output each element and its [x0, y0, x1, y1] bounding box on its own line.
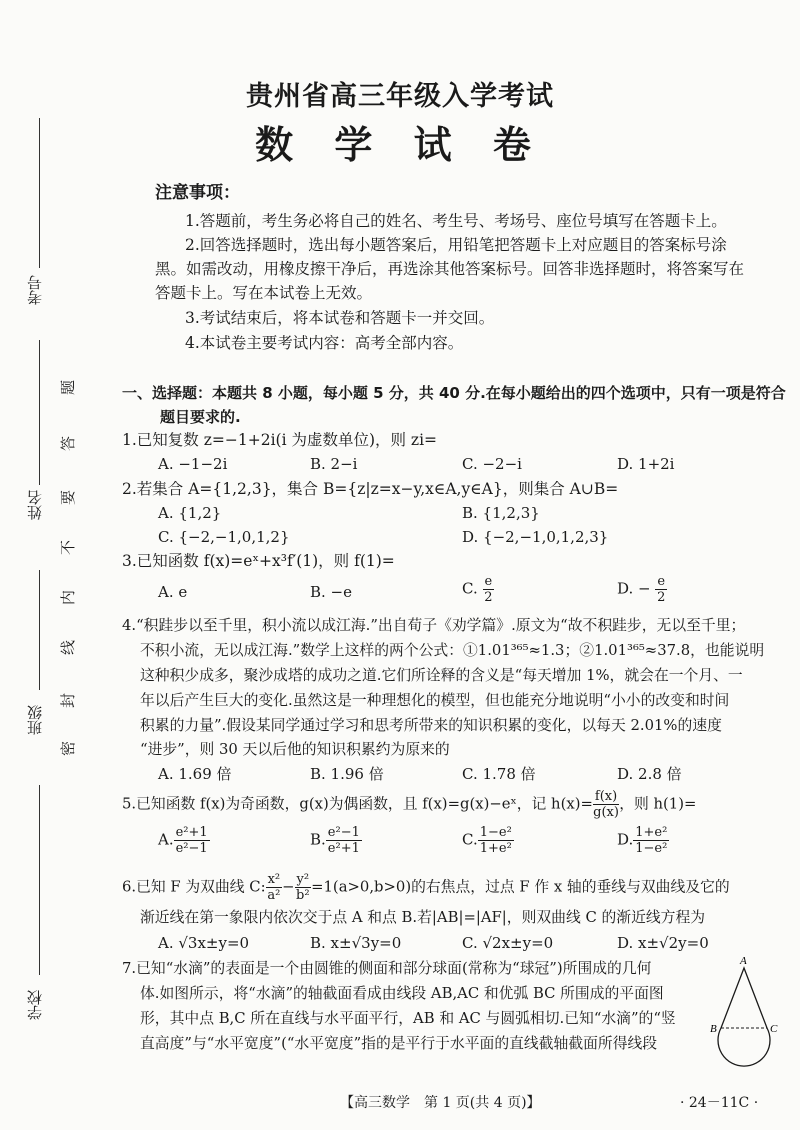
q3-option-c-fraction: $\frac{e}{2}$: [484, 574, 493, 605]
q2-option-b: B. {1,2,3}: [462, 504, 540, 522]
q6-option-a: A. √3x±y=0: [158, 934, 250, 952]
q3-option-d-fraction: $\frac{e}{2}$: [657, 574, 666, 605]
q2-option-a: A. {1,2}: [158, 504, 222, 522]
q1-option-d: D. 1+2i: [617, 455, 675, 473]
figure-label-c: C: [770, 1023, 778, 1035]
q3-option-c-label: C.: [462, 579, 478, 598]
q1-option-a: A. −1−2i: [158, 455, 228, 473]
q4-line-6: “进步”，则 30 天以后他的知识积累约为原来的: [140, 741, 450, 758]
seal-char-8: 密: [59, 740, 78, 757]
q1-stem: 1.已知复数 z=−1+2i(i 为虚数单位)，则 zi=: [122, 431, 438, 449]
q4-line-1: 4.“积跬步以至千里，积小流以成江海.”出自荀子《劝学篇》.原文为“故不积跬步，无以至千里；: [122, 617, 746, 634]
seal-char-4: 不: [59, 539, 78, 556]
notice-line-6: 4.本试卷主要考试内容：高考全部内容。: [185, 334, 464, 352]
q3-option-b: B. −e: [310, 583, 353, 601]
q5-option-a: A. $\frac{\text{e²+1}}{\text{e²−1}}$: [158, 825, 208, 856]
q4-option-d: D. 2.8 倍: [617, 765, 682, 783]
q3-option-c: [462, 574, 494, 605]
seal-char-7: 封: [59, 692, 78, 709]
notice-line-1: 1.答题前，考生务必将自己的姓名、考生号、考场号、座位号填写在答题卡上。: [185, 212, 727, 230]
q4-line-2: 不积小流，无以成江海.”数学上这样的两个公式：①1.01³⁶⁵≈1.3；②1.01³⁶⁵≈37.8，也能说明: [140, 642, 765, 659]
notice-line-3: 黑。如需改动，用橡皮擦干净后，再选涂其他答案标号。回答非选择题时，将答案写在: [155, 260, 745, 278]
notice-line-5: 3.考试结束后，将本试卷和答题卡一并交回。: [185, 309, 495, 327]
q5-option-b: B. $\frac{\text{e²−1}}{\text{e²+1}}$: [310, 825, 360, 856]
q5-stem-part-1: 5.已知函数 f(x)为奇函数，g(x)为偶函数，且 f(x)=g(x)−eˣ，记 h(x)=: [122, 795, 593, 813]
q7-line-2: 体.如图所示，将“水滴”的轴截面看成由线段 AB,AC 和优弧 BC 所围成的平面图: [140, 985, 664, 1002]
q5-stem: [122, 789, 696, 820]
q3-option-d-label: D. −: [617, 579, 651, 598]
school-line: [39, 785, 40, 975]
name-line: [39, 340, 40, 485]
figure-label-a: A: [740, 955, 747, 967]
class-line: [39, 570, 40, 690]
q2-stem: 2.若集合 A={1,2,3}，集合 B={z|z=x−y,x∈A,y∈A}，则集合 A∪B=: [122, 480, 619, 498]
q3-stem: 3.已知函数 f(x)=eˣ+x³f′(1)，则 f(1)=: [122, 552, 395, 570]
q4-option-a: A. 1.69 倍: [158, 765, 232, 783]
exam-title: 贵州省高三年级入学考试: [246, 81, 554, 112]
q3-option-a: A. e: [158, 583, 188, 601]
side-label-name: 姓名: [26, 490, 44, 520]
q6-stem: 6.已知 F 为双曲线 C: $\frac{\text{x²}}{\text{a²}}$ − $\frac{\text{y²}}{\text{b²}}$ =1(a>0,b>0)的右焦点，过点 F 作 x 轴的垂线与双曲线及它的: [122, 872, 730, 903]
q5-h-fraction: $\frac{f(x)}{g(x)}$: [593, 789, 619, 820]
q5-stem-part-2: ，则 h(1)=: [619, 795, 697, 813]
q4-option-c: C. 1.78 倍: [462, 765, 536, 783]
q5-option-c: C. $\frac{\text{1−e²}}{\text{1+e²}}$: [462, 825, 512, 856]
seal-char-3: 要: [59, 489, 78, 506]
seal-char-2: 答: [59, 435, 78, 452]
q4-line-5: 积累的力量”.假设某同学通过学习和思考所带来的知识积累的变化，以每天 2.01%的速度: [140, 717, 722, 734]
q7-line-3: 形，其中点 B,C 所在直线与水平面平行，AB 和 AC 与圆弧相切.已知“水滴”的“竖: [140, 1010, 676, 1027]
page-footer: 【高三数学 第 1 页(共 4 页)】: [340, 1095, 541, 1111]
q7-line-1: 7.已知“水滴”的表面是一个由圆锥的侧面和部分球面(常称为“球冠”)所围成的几何: [122, 960, 652, 977]
q7-line-4: 直高度”与“水平宽度”(“水平宽度”指的是平行于水平面的直线截轴截面所得线段: [140, 1035, 658, 1052]
side-label-class: 班级: [26, 705, 44, 735]
notice-heading: 注意事项：: [155, 183, 240, 203]
exam-subtitle: 数 学 试 卷: [255, 123, 545, 167]
seal-char-6: 线: [59, 639, 78, 656]
q6-line-2: 渐近线在第一象限内依次交于点 A 和点 B.若|AB|=|AF|，则双曲线 C 的渐近线方程为: [140, 909, 706, 926]
q4-option-b: B. 1.96 倍: [310, 765, 384, 783]
q6-option-d: D. x±√2y=0: [617, 934, 709, 952]
q1-option-c: C. −2−i: [462, 455, 522, 473]
side-label-exam-no: 考号: [26, 275, 44, 305]
q2-option-c: C. {−2,−1,0,1,2}: [158, 528, 290, 546]
notice-line-2: 2.回答选择题时，选出每小题答案后，用铅笔把答题卡上对应题目的答案标号涂: [185, 236, 727, 254]
q1-option-b: B. 2−i: [310, 455, 358, 473]
q5-option-d: D. $\frac{\text{1+e²}}{\text{1−e²}}$: [617, 825, 668, 856]
q2-option-d: D. {−2,−1,0,1,2,3}: [462, 528, 609, 546]
q6-option-c: C. √2x±y=0: [462, 934, 554, 952]
notice-line-4: 答题卡上。写在本试卷上无效。: [155, 284, 373, 302]
exam-no-line: [39, 118, 40, 268]
q4-line-3: 这种积少成多，聚沙成塔的成功之道.它们所诠释的含义是“每天增加 1%，就会在一个月、一: [140, 667, 743, 684]
side-label-school: 学校: [26, 990, 44, 1020]
section-heading-line-2: 题目要求的.: [160, 408, 241, 426]
seal-char-1: 题: [59, 379, 78, 396]
figure-label-b: B: [710, 1023, 717, 1035]
section-heading-line-1: 一、选择题：本题共 8 小题，每小题 5 分，共 40 分.在每小题给出的四个选项中，只有一项是符合: [122, 384, 786, 402]
page-code: · 24－11C ·: [680, 1095, 759, 1111]
water-drop-outline: [718, 968, 770, 1066]
water-drop-figure: [704, 952, 790, 1072]
q4-line-4: 年以后产生巨大的变化.虽然这是一种理想化的模型，但也能充分地说明“小小的改变和时间: [140, 692, 730, 709]
q6-option-b: B. x±√3y=0: [310, 934, 402, 952]
q3-option-d: [617, 574, 667, 605]
seal-char-5: 内: [59, 589, 78, 606]
